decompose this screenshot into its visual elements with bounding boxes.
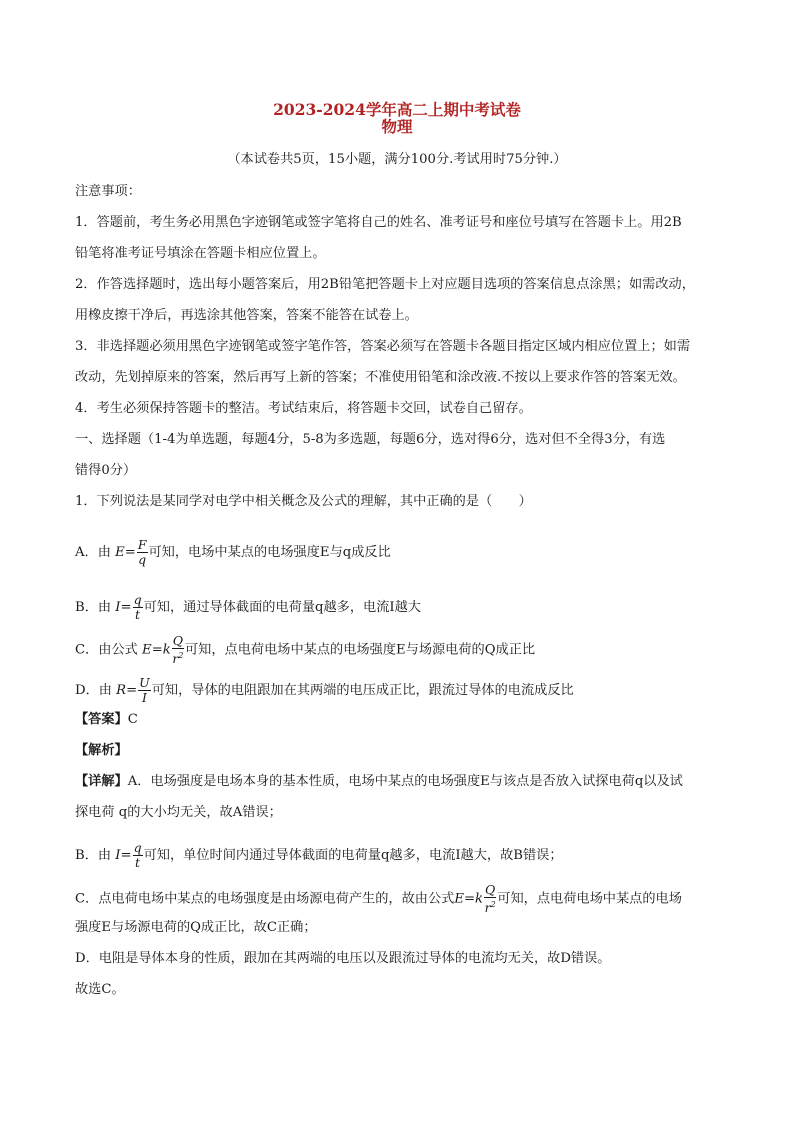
option-b-formula <box>133 593 143 622</box>
note-4: 4．考生必须保持答题卡的整洁。考试结束后，将答题卡交回，试卷自己留存。 <box>75 401 532 416</box>
answer-value: C <box>127 712 138 727</box>
exam-info: （本试卷共5页，15小题，满分100分.考试用时75分钟.） <box>227 152 567 167</box>
answer-label: 【答案】 <box>75 712 128 727</box>
option-c: C．由公式 E=k $\frac{Q}{r^2}$ 可知，点电荷电场中某点的电场强度E与场源电荷的Q成正比 <box>75 633 536 667</box>
section-1-line-1: 一、选择题（1-4为单选题，每题4分，5-8为多选题，每题6分，选对得6分，选对但不全得3分，有选 <box>75 432 666 447</box>
option-b-prefix: B．由 <box>75 600 112 615</box>
detail-c-prefix: C．点电荷电场中某点的电场强度是由场源电荷产生的，故由公式 <box>75 891 455 907</box>
note-3-line-1: 3．非选择题必须用黑色字迹钢笔或签字笔作答，答案必须写在答题卡各题目指定区域内相应位置上；如需 <box>75 339 691 354</box>
detail-c-lhs: E <box>454 891 464 907</box>
note-2-line-2: 用橡皮擦干净后，再选涂其他答案，答案不能答在试卷上。 <box>75 308 418 323</box>
detail-b-lhs: I <box>115 848 121 863</box>
option-b: B．由 I= $\frac{q}{t}$ 可知，通过导体截面的电荷量q越多，电流I越大 <box>75 592 421 622</box>
option-a-numerator: F <box>137 537 147 552</box>
option-d: D．由 R= $\frac{U}{I}$ 可知，导体的电阻跟加在其两端的电压成正比，跟流过导体的电流成反比 <box>75 675 574 705</box>
section-1-line-2: 错得0分） <box>75 463 137 478</box>
detail-a-line-1 <box>75 773 725 791</box>
option-a-denominator: q <box>138 552 147 567</box>
option-c-denominator: $r^2$ <box>172 651 184 667</box>
detail-d: D．电阻是导体本身的性质，跟加在其两端的电压以及跟流过导体的电流均无关，故D错误。 <box>75 951 611 966</box>
detail-c-formula <box>484 883 496 915</box>
option-c-prefix: C．由公式 <box>75 642 138 658</box>
option-a: A．由 E= $\frac{F}{q}$ 可知，电场中某点的电场强度E与q成反比 <box>75 537 391 567</box>
note-1-line-2: 铅笔将准考证号填涂在答题卡相应位置上。 <box>75 246 326 261</box>
subject-title: 物理 <box>381 117 413 136</box>
detail-c-line-1: C．点电荷电场中某点的电场强度是由场源电荷产生的，故由公式E=k $\frac{Q}{r^2}$ 可知，点电荷电场中某点的电场 <box>75 882 682 916</box>
option-a-lhs: E <box>115 545 125 560</box>
detail-c-text: 可知，点电荷电场中某点的电场 <box>497 891 682 907</box>
detail-c-numerator: Q <box>485 882 496 897</box>
option-d-formula <box>138 676 151 705</box>
detail-b-text: 可知，单位时间内通过导体截面的电荷量q越多，电流I越大，故B错误； <box>143 848 563 863</box>
option-d-numerator: U <box>139 675 150 690</box>
detail-b-denominator: t <box>135 855 141 870</box>
exam-title: 2023-2024学年高二上期中考试卷 <box>273 100 521 119</box>
note-2-line-1: 2．作答选择题时，选出每小题答案后，用2B铅笔把答题卡上对应题目选项的答案信息点涂黑；如需改动， <box>75 277 695 292</box>
option-c-k: k <box>162 642 171 658</box>
detail-b-numerator: q <box>133 840 142 855</box>
question-1-stem: 1．下列说法是某同学对电学中相关概念及公式的理解，其中正确的是（ ） <box>75 494 532 509</box>
detail-label: 【详解】 <box>75 774 128 789</box>
option-b-numerator: q <box>133 592 142 607</box>
option-d-text: 可知，导体的电阻跟加在其两端的电压成正比，跟流过导体的电流成反比 <box>151 683 574 698</box>
detail-c-denominator: $r^2$ <box>484 900 496 916</box>
note-1-line-1: 1．答题前，考生务必用黑色字迹钢笔或签字笔将自己的姓名、准考证号和座位号填写在答题卡上。用2B <box>75 215 682 230</box>
option-a-text: 可知，电场中某点的电场强度E与q成反比 <box>148 545 391 560</box>
option-c-text: 可知，点电荷电场中某点的电场强度E与场源电荷的Q成正比 <box>185 642 536 658</box>
detail-c-k: k <box>475 891 484 907</box>
detail-b-formula <box>133 841 143 870</box>
option-b-denominator: t <box>135 607 141 622</box>
option-a-formula <box>137 538 148 567</box>
option-c-numerator: Q <box>172 633 183 648</box>
option-b-text: 可知，通过导体截面的电荷量q越多，电流I越大 <box>143 600 421 615</box>
option-c-lhs: E <box>142 642 152 658</box>
detail-a-text: A．电场强度是电场本身的基本性质，电场中某点的电场强度E与该点是否放入试探电荷q以及试 <box>127 774 683 789</box>
option-c-formula <box>172 634 184 666</box>
option-d-prefix: D．由 <box>75 683 112 698</box>
detail-b: B．由 I= $\frac{q}{t}$ 可知，单位时间内通过导体截面的电荷量q越多，电流I越大，故B错误； <box>75 840 563 870</box>
detail-b-prefix: B．由 <box>75 848 112 863</box>
answer-line <box>75 711 725 729</box>
note-3-line-2: 改动，先划掉原来的答案，然后再写上新的答案；不准使用铅笔和涂改液.不按以上要求作答的答案无效。 <box>75 370 686 385</box>
option-d-lhs: R <box>116 683 127 698</box>
detail-a-line-2: 探电荷 q的大小均无关，故A错误； <box>75 805 282 820</box>
option-b-lhs: I <box>115 600 121 615</box>
option-d-denominator: I <box>141 690 147 705</box>
conclusion: 故选C。 <box>75 982 125 997</box>
analysis-label: 【解析】 <box>75 743 128 758</box>
detail-c-line-2: 强度E与场源电荷的Q成正比，故C正确； <box>75 920 317 935</box>
notes-heading: 注意事项： <box>75 184 141 199</box>
option-a-prefix: A．由 <box>75 545 111 560</box>
